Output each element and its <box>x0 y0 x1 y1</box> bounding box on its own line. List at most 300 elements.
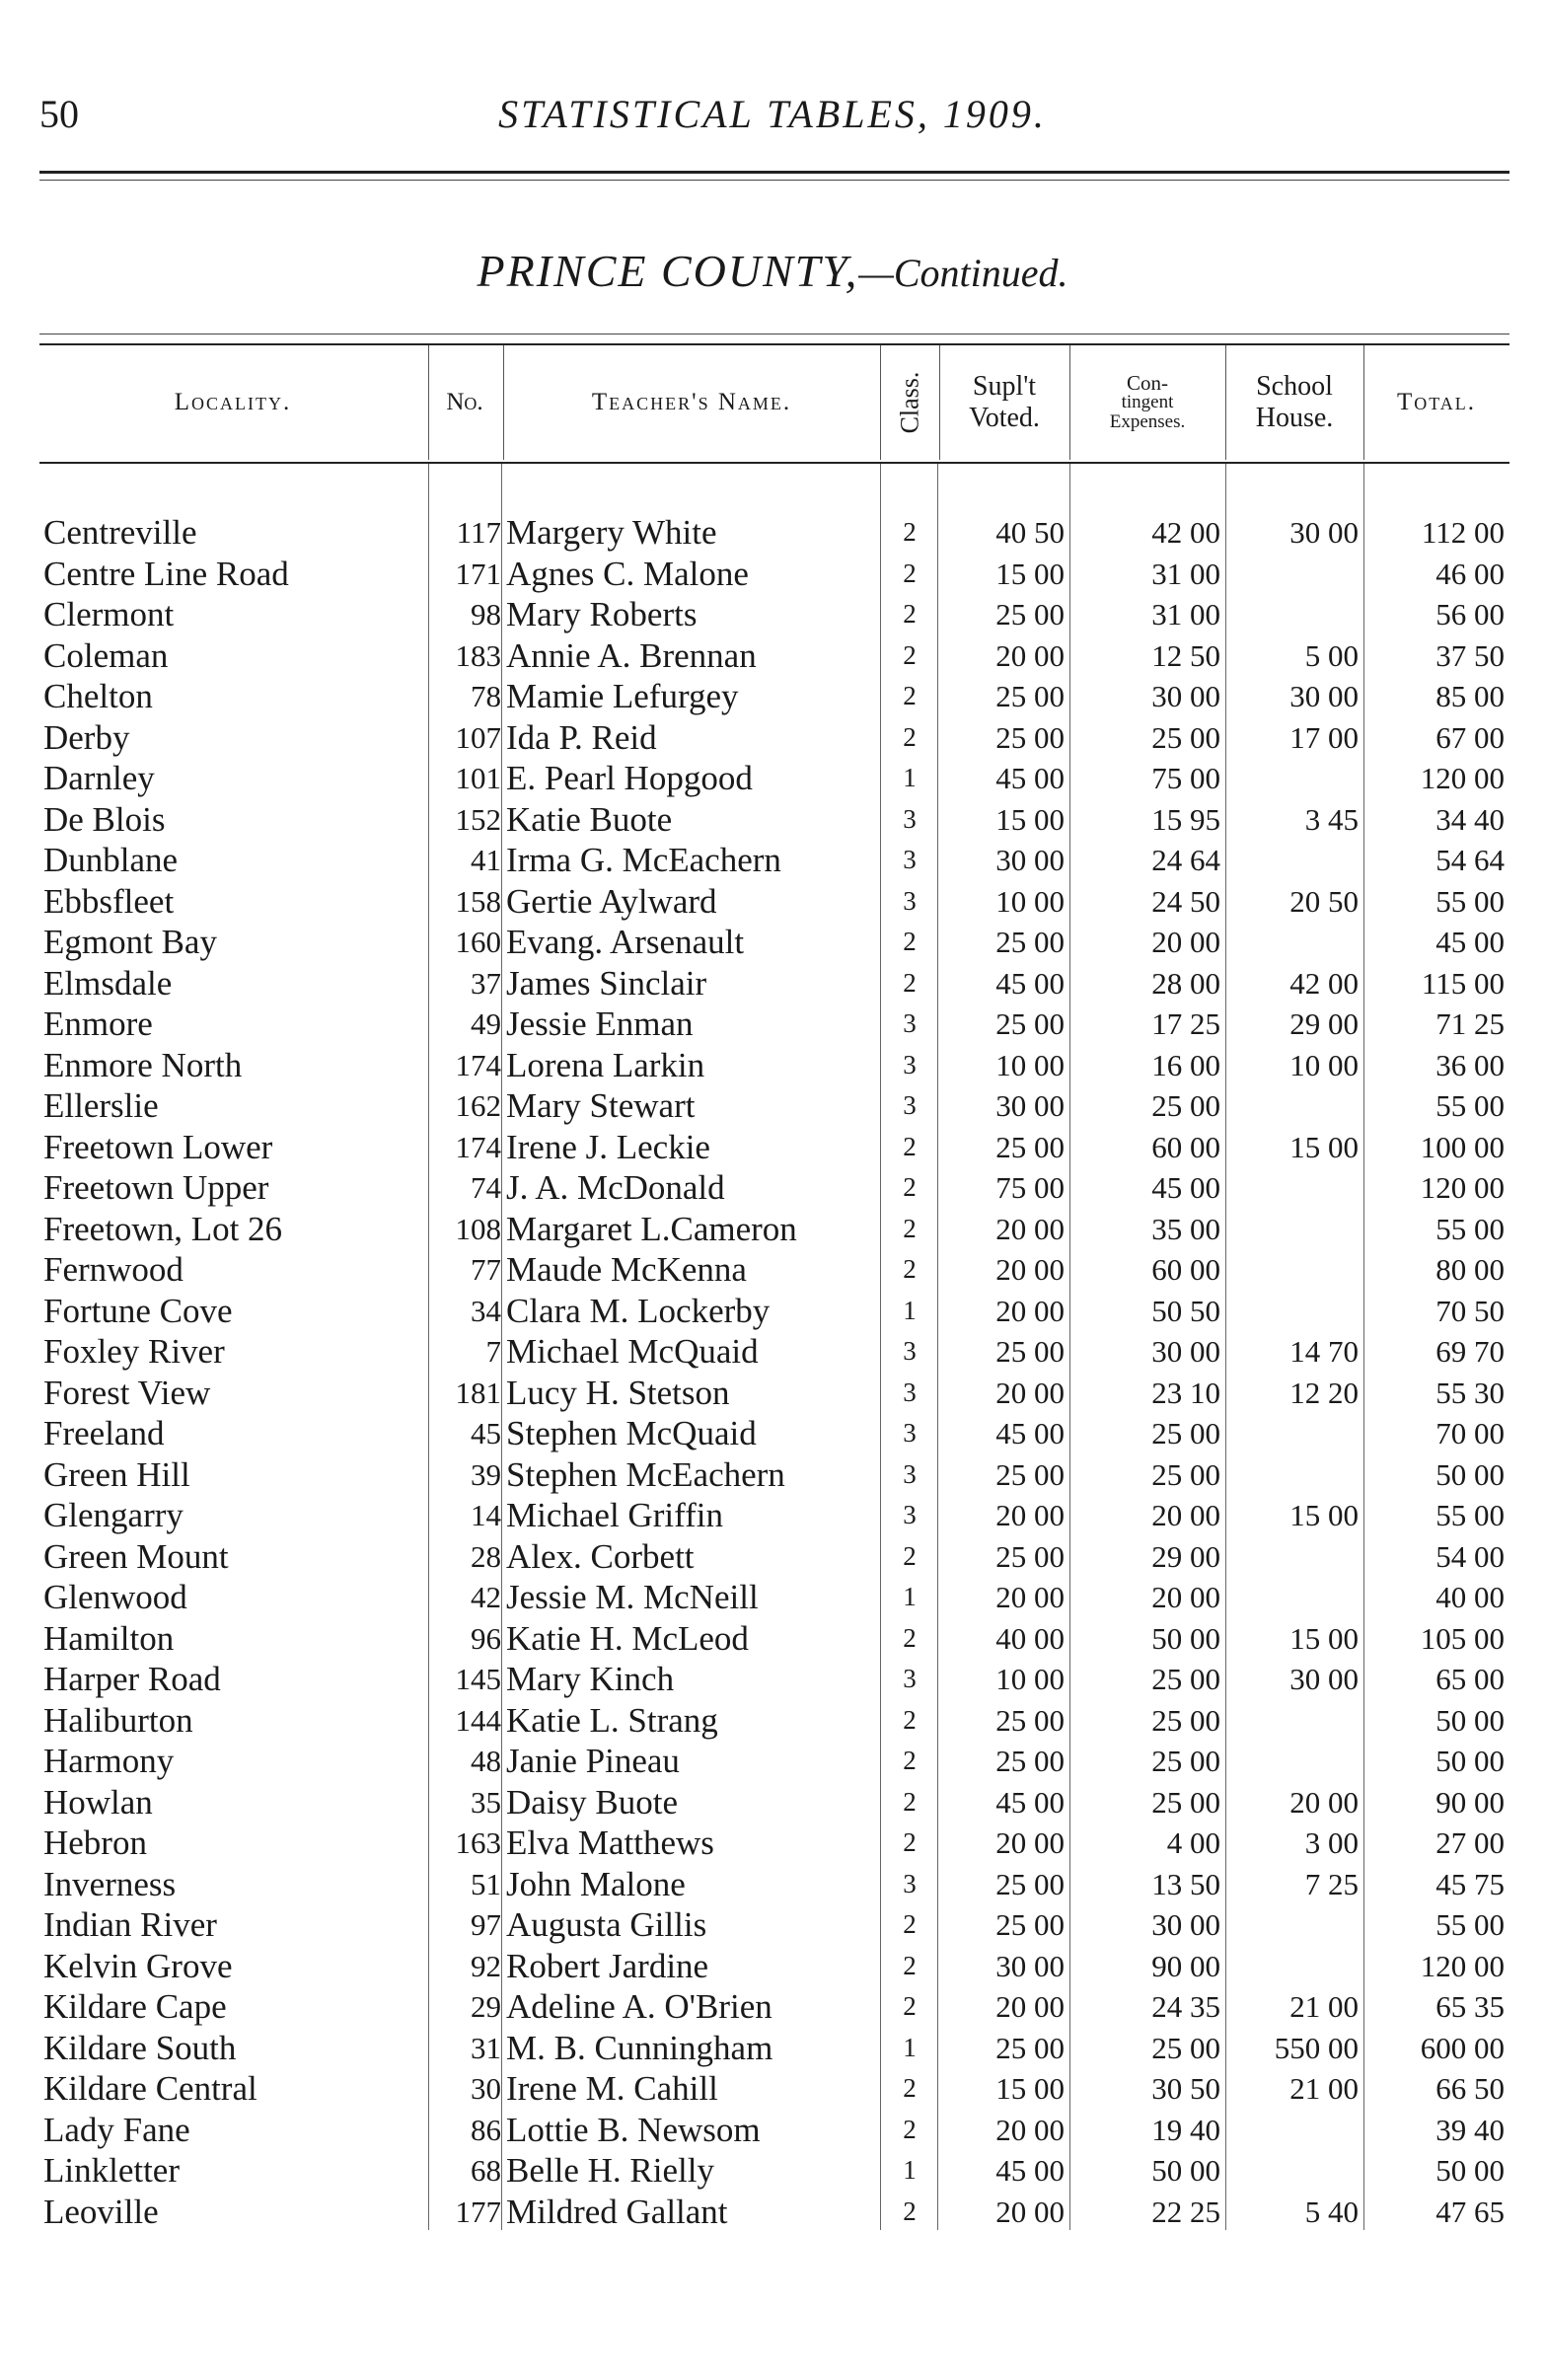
locality-cell: Derby <box>43 717 130 757</box>
teacher-name-cell: James Sinclair <box>506 963 707 1003</box>
total-cell: 34 40 <box>1435 801 1505 837</box>
table-row <box>0 1659 1545 1700</box>
total-cell: 70 50 <box>1435 1293 1505 1328</box>
locality-cell: Kildare Cape <box>43 1987 227 2026</box>
locality-cell: Darnley <box>43 759 155 797</box>
header-divider <box>428 345 429 460</box>
teacher-name-cell: J. A. McDonald <box>506 1168 725 1207</box>
school-number-cell: 51 <box>471 1866 501 1901</box>
total-cell: 90 00 <box>1435 1784 1505 1820</box>
school-number-cell: 145 <box>455 1662 501 1696</box>
supl-voted-cell: 20 00 <box>995 2194 1065 2229</box>
contingent-expenses-cell: 31 00 <box>1151 556 1220 591</box>
top-rule-thin <box>39 180 1509 181</box>
table-row <box>0 1946 1545 1987</box>
table-row <box>0 881 1545 923</box>
total-cell: 69 70 <box>1435 1334 1505 1369</box>
supl-voted-cell: 20 00 <box>995 1580 1065 1614</box>
teacher-name-cell: Alex. Corbett <box>506 1536 695 1576</box>
teacher-name-cell: Irene M. Cahill <box>506 2069 718 2108</box>
school-number-cell: 34 <box>471 1293 501 1328</box>
total-cell: 54 64 <box>1435 843 1505 877</box>
class-cell: 3 <box>903 885 917 916</box>
supl-voted-cell: 25 00 <box>995 597 1065 632</box>
total-cell: 46 00 <box>1435 556 1505 591</box>
class-cell: 2 <box>903 1213 917 1243</box>
table-row <box>0 1536 1545 1578</box>
school-number-cell: 49 <box>471 1006 501 1041</box>
locality-cell: Freeland <box>43 1414 165 1452</box>
school-house-cell: 5 40 <box>1304 2194 1359 2229</box>
teacher-name-cell: Robert Jardine <box>506 1946 709 1985</box>
school-house-cell: 12 20 <box>1289 1375 1359 1410</box>
locality-cell: Hebron <box>43 1823 147 1862</box>
school-number-cell: 30 <box>471 2071 501 2106</box>
supl-voted-cell: 25 00 <box>995 679 1065 713</box>
class-cell: 2 <box>903 2195 917 2226</box>
contingent-expenses-cell: 50 50 <box>1151 1293 1220 1328</box>
teacher-name-cell: Michael Griffin <box>506 1496 723 1534</box>
header-locality-label: Locality. <box>174 389 292 415</box>
school-number-cell: 14 <box>471 1498 501 1532</box>
header-contingent-line2: tingent <box>1121 392 1174 412</box>
contingent-expenses-cell: 90 00 <box>1151 1948 1220 1983</box>
table-row <box>0 799 1545 841</box>
school-number-cell: 174 <box>455 1129 501 1164</box>
school-house-cell: 20 00 <box>1289 1784 1359 1820</box>
school-house-cell: 42 00 <box>1289 965 1359 1001</box>
school-number-cell: 92 <box>471 1948 501 1983</box>
supl-voted-cell: 15 00 <box>995 2071 1065 2106</box>
teacher-name-cell: Mary Roberts <box>506 595 698 633</box>
supl-voted-cell: 30 00 <box>995 1948 1065 1983</box>
header-school-line2: House. <box>1255 403 1334 433</box>
table-row <box>0 512 1545 554</box>
contingent-expenses-cell: 25 00 <box>1151 1702 1220 1738</box>
class-cell: 3 <box>903 1500 917 1529</box>
contingent-expenses-cell: 25 00 <box>1151 1662 1220 1696</box>
locality-cell: Freetown Upper <box>43 1168 269 1207</box>
table-row <box>0 1331 1545 1373</box>
table-row <box>0 2068 1545 2110</box>
table-row <box>0 1782 1545 1823</box>
supl-voted-cell: 25 00 <box>995 925 1065 959</box>
school-number-cell: 97 <box>471 1907 501 1942</box>
contingent-expenses-cell: 13 50 <box>1151 1866 1220 1901</box>
teacher-name-cell: Margaret L.Cameron <box>506 1209 797 1248</box>
school-number-cell: 42 <box>471 1580 501 1614</box>
total-cell: 115 00 <box>1421 965 1505 1001</box>
table-row <box>0 1291 1545 1332</box>
locality-cell: Green Hill <box>43 1454 190 1494</box>
total-cell: 50 00 <box>1435 2153 1505 2188</box>
contingent-expenses-cell: 24 50 <box>1151 883 1220 919</box>
supl-voted-cell: 30 00 <box>995 843 1065 877</box>
school-number-cell: 162 <box>455 1088 501 1123</box>
teacher-name-cell: Belle H. Rielly <box>506 2151 714 2190</box>
header-total <box>1363 345 1509 460</box>
locality-cell: Harmony <box>43 1742 175 1780</box>
total-cell: 600 00 <box>1420 2030 1505 2065</box>
class-cell: 3 <box>903 1008 917 1038</box>
section-title <box>0 245 1545 297</box>
teacher-name-cell: Agnes C. Malone <box>506 554 749 593</box>
class-cell: 2 <box>903 2114 917 2144</box>
school-house-cell: 10 00 <box>1289 1047 1359 1082</box>
school-number-cell: 35 <box>471 1784 501 1820</box>
header-school-line1: School <box>1256 371 1333 402</box>
supl-voted-cell: 25 00 <box>995 1129 1065 1164</box>
school-number-cell: 68 <box>471 2153 501 2188</box>
locality-cell: Hamilton <box>43 1618 175 1658</box>
teacher-name-cell: Mamie Lefurgey <box>506 677 739 715</box>
teacher-name-cell: Gertie Aylward <box>506 881 717 921</box>
school-number-cell: 77 <box>471 1252 501 1287</box>
top-rule <box>39 171 1509 174</box>
class-cell: 3 <box>903 803 917 834</box>
table-row <box>0 1085 1545 1127</box>
locality-cell: Clermont <box>43 595 175 633</box>
teacher-name-cell: Augusta Gillis <box>506 1905 707 1944</box>
contingent-expenses-cell: 17 25 <box>1151 1006 1220 1041</box>
header-contingent-line1: Con- <box>1126 371 1168 395</box>
supl-voted-cell: 40 50 <box>995 515 1065 550</box>
teacher-name-cell: Elva Matthews <box>506 1823 714 1862</box>
locality-cell: Green Mount <box>43 1536 229 1576</box>
school-number-cell: 144 <box>455 1702 501 1738</box>
total-cell: 45 00 <box>1435 925 1505 959</box>
school-number-cell: 158 <box>455 883 501 919</box>
contingent-expenses-cell: 23 10 <box>1151 1375 1220 1410</box>
header-divider <box>1225 345 1226 460</box>
class-cell: 2 <box>903 517 917 547</box>
total-cell: 54 00 <box>1435 1538 1505 1574</box>
school-house-cell: 7 25 <box>1304 1866 1359 1901</box>
table-row <box>0 1904 1545 1946</box>
supl-voted-cell: 20 00 <box>995 1293 1065 1328</box>
locality-cell: Ebbsfleet <box>43 881 175 921</box>
header-rule-top-thin <box>39 334 1509 335</box>
contingent-expenses-cell: 31 00 <box>1151 597 1220 632</box>
contingent-expenses-cell: 25 00 <box>1151 1088 1220 1123</box>
table-row <box>0 2110 1545 2151</box>
contingent-expenses-cell: 30 00 <box>1151 679 1220 713</box>
total-cell: 55 00 <box>1435 1088 1505 1123</box>
class-cell: 2 <box>903 1746 917 1775</box>
total-cell: 85 00 <box>1435 679 1505 713</box>
teacher-name-cell: Mary Kinch <box>506 1660 675 1698</box>
school-number-cell: 7 <box>485 1334 501 1369</box>
school-number-cell: 29 <box>471 1989 501 2024</box>
class-cell: 2 <box>903 1909 917 1939</box>
supl-voted-cell: 25 00 <box>995 1744 1065 1778</box>
school-house-cell: 20 50 <box>1289 883 1359 919</box>
table-row <box>0 2028 1545 2069</box>
supl-voted-cell: 20 00 <box>995 2112 1065 2147</box>
total-cell: 55 00 <box>1435 1498 1505 1532</box>
class-cell: 2 <box>903 1950 917 1980</box>
contingent-expenses-cell: 30 00 <box>1151 1334 1220 1369</box>
total-cell: 80 00 <box>1435 1252 1505 1287</box>
teacher-name-cell: Katie H. McLeod <box>506 1618 749 1658</box>
school-number-cell: 107 <box>455 719 501 755</box>
supl-voted-cell: 20 00 <box>995 1252 1065 1287</box>
header-school-house <box>1225 345 1363 460</box>
table-row <box>0 1004 1545 1045</box>
teacher-name-cell: Maude McKenna <box>506 1250 747 1289</box>
header-no-label: No. <box>446 389 483 415</box>
contingent-expenses-cell: 35 00 <box>1151 1211 1220 1246</box>
total-cell: 55 00 <box>1435 1211 1505 1246</box>
header-supl-voted <box>939 345 1069 460</box>
school-house-cell: 15 00 <box>1289 1129 1359 1164</box>
school-number-cell: 96 <box>471 1620 501 1656</box>
header-total-label: Total. <box>1396 389 1477 415</box>
total-cell: 50 00 <box>1435 1744 1505 1778</box>
school-house-cell: 21 00 <box>1289 2071 1359 2106</box>
header-teacher-label: Teacher's Name. <box>591 389 792 415</box>
total-cell: 65 00 <box>1435 1662 1505 1696</box>
table-row <box>0 1209 1545 1250</box>
header-rule-bottom <box>39 462 1509 464</box>
school-house-cell: 17 00 <box>1289 719 1359 755</box>
table-row <box>0 717 1545 759</box>
class-cell: 3 <box>903 1418 917 1448</box>
table-row <box>0 1577 1545 1618</box>
table-row <box>0 1495 1545 1536</box>
school-number-cell: 98 <box>471 597 501 632</box>
total-cell: 66 50 <box>1435 2071 1505 2106</box>
supl-voted-cell: 15 00 <box>995 556 1065 591</box>
school-number-cell: 108 <box>455 1211 501 1246</box>
table-row <box>0 635 1545 677</box>
school-number-cell: 117 <box>456 515 501 550</box>
school-house-cell: 30 00 <box>1289 1662 1359 1696</box>
contingent-expenses-cell: 15 95 <box>1151 801 1220 837</box>
locality-cell: Elmsdale <box>43 963 173 1003</box>
locality-cell: Indian River <box>43 1905 217 1944</box>
supl-voted-cell: 25 00 <box>995 1006 1065 1041</box>
contingent-expenses-cell: 24 35 <box>1151 1989 1220 2024</box>
total-cell: 36 00 <box>1435 1047 1505 1082</box>
supl-voted-cell: 45 00 <box>995 1784 1065 1820</box>
teacher-name-cell: Irma G. McEachern <box>506 841 781 879</box>
locality-cell: Coleman <box>43 635 169 675</box>
locality-cell: Egmont Bay <box>43 923 217 961</box>
table-row <box>0 554 1545 595</box>
supl-voted-cell: 20 00 <box>995 1211 1065 1246</box>
header-supl-line1: Supl't <box>972 371 1037 402</box>
locality-cell: Chelton <box>43 677 153 715</box>
total-cell: 71 25 <box>1435 1006 1505 1041</box>
total-cell: 55 30 <box>1435 1375 1505 1410</box>
teacher-name-cell: Stephen McEachern <box>506 1454 785 1494</box>
class-cell: 2 <box>903 558 917 588</box>
class-cell: 2 <box>903 1622 917 1653</box>
teacher-name-cell: Irene J. Leckie <box>506 1127 710 1166</box>
teacher-name-cell: Lorena Larkin <box>506 1045 705 1084</box>
header-no <box>428 345 501 460</box>
locality-cell: Centreville <box>43 513 197 552</box>
school-number-cell: 163 <box>455 1825 501 1860</box>
total-cell: 120 00 <box>1420 761 1505 795</box>
class-cell: 3 <box>903 845 917 874</box>
school-house-cell: 3 00 <box>1304 1825 1359 1860</box>
total-cell: 112 00 <box>1421 515 1505 550</box>
table-row <box>0 1413 1545 1454</box>
contingent-expenses-cell: 28 00 <box>1151 965 1220 1001</box>
supl-voted-cell: 20 00 <box>995 1825 1065 1860</box>
supl-voted-cell: 45 00 <box>995 965 1065 1001</box>
header-divider <box>1363 345 1364 460</box>
contingent-expenses-cell: 50 00 <box>1151 2153 1220 2188</box>
contingent-expenses-cell: 50 00 <box>1151 1620 1220 1656</box>
teacher-name-cell: Janie Pineau <box>506 1742 680 1780</box>
total-cell: 37 50 <box>1435 637 1505 673</box>
class-cell: 1 <box>903 2032 917 2062</box>
school-number-cell: 152 <box>455 801 501 837</box>
contingent-expenses-cell: 19 40 <box>1151 2112 1220 2147</box>
running-head-title: STATISTICAL TABLES, 1909. <box>498 92 1047 136</box>
class-cell: 3 <box>903 1090 917 1120</box>
total-cell: 47 65 <box>1435 2194 1505 2229</box>
table-row <box>0 1822 1545 1864</box>
teacher-name-cell: Jessie M. McNeill <box>506 1578 759 1616</box>
class-cell: 3 <box>903 1664 917 1693</box>
locality-cell: Linkletter <box>43 2151 181 2190</box>
supl-voted-cell: 25 00 <box>995 1538 1065 1574</box>
class-cell: 2 <box>903 967 917 998</box>
table-row <box>0 2192 1545 2233</box>
contingent-expenses-cell: 25 00 <box>1151 1744 1220 1778</box>
class-cell: 2 <box>903 599 917 629</box>
class-cell: 2 <box>903 1172 917 1202</box>
supl-voted-cell: 30 00 <box>995 1088 1065 1123</box>
header-locality <box>39 345 426 460</box>
table-row <box>0 1167 1545 1209</box>
contingent-expenses-cell: 4 00 <box>1166 1825 1220 1860</box>
school-number-cell: 160 <box>455 925 501 959</box>
class-cell: 2 <box>903 721 917 752</box>
supl-voted-cell: 20 00 <box>995 637 1065 673</box>
locality-cell: Freetown Lower <box>43 1127 273 1166</box>
table-row <box>0 1249 1545 1291</box>
locality-cell: Foxley River <box>43 1332 225 1371</box>
contingent-expenses-cell: 25 00 <box>1151 719 1220 755</box>
header-divider <box>1069 345 1070 460</box>
header-contingent <box>1069 345 1225 460</box>
supl-voted-cell: 10 00 <box>995 1047 1065 1082</box>
total-cell: 120 00 <box>1420 1948 1505 1983</box>
total-cell: 67 00 <box>1435 719 1505 755</box>
teacher-name-cell: Mary Stewart <box>506 1086 696 1125</box>
locality-cell: Leoville <box>43 2192 159 2231</box>
class-cell: 3 <box>903 1376 917 1407</box>
contingent-expenses-cell: 25 00 <box>1151 1784 1220 1820</box>
class-cell: 1 <box>903 2155 917 2185</box>
supl-voted-cell: 25 00 <box>995 1334 1065 1369</box>
teacher-name-cell: Evang. Arsenault <box>506 923 745 961</box>
contingent-expenses-cell: 60 00 <box>1151 1252 1220 1287</box>
contingent-expenses-cell: 20 00 <box>1151 1498 1220 1532</box>
teacher-name-cell: Lucy H. Stetson <box>506 1373 730 1412</box>
class-cell: 3 <box>903 1336 917 1366</box>
table-row <box>0 1986 1545 2028</box>
teacher-name-cell: Daisy Buote <box>506 1782 679 1822</box>
header-divider <box>939 345 940 460</box>
school-number-cell: 28 <box>471 1538 501 1574</box>
contingent-expenses-cell: 60 00 <box>1151 1129 1220 1164</box>
total-cell: 105 00 <box>1420 1620 1505 1656</box>
school-number-cell: 181 <box>455 1375 501 1410</box>
header-supl-line2: Voted. <box>969 403 1040 433</box>
total-cell: 50 00 <box>1435 1702 1505 1738</box>
table-row <box>0 1454 1545 1496</box>
locality-cell: Kelvin Grove <box>43 1946 233 1985</box>
total-cell: 50 00 <box>1435 1456 1505 1492</box>
table-row <box>0 1127 1545 1168</box>
locality-cell: Inverness <box>43 1864 177 1903</box>
school-house-cell: 550 00 <box>1274 2030 1359 2065</box>
teacher-name-cell: Michael McQuaid <box>506 1332 759 1371</box>
contingent-expenses-cell: 25 00 <box>1151 2030 1220 2065</box>
locality-cell: Enmore <box>43 1004 153 1043</box>
class-cell: 2 <box>903 927 917 956</box>
supl-voted-cell: 25 00 <box>995 2030 1065 2065</box>
supl-voted-cell: 25 00 <box>995 1456 1065 1492</box>
school-number-cell: 37 <box>471 965 501 1001</box>
table-row <box>0 1741 1545 1782</box>
class-cell: 1 <box>903 1582 917 1611</box>
locality-cell: Kildare Central <box>43 2069 258 2108</box>
school-number-cell: 41 <box>471 843 501 877</box>
teacher-name-cell: E. Pearl Hopgood <box>506 759 753 797</box>
total-cell: 27 00 <box>1435 1825 1505 1860</box>
total-cell: 70 00 <box>1435 1416 1505 1450</box>
header-divider <box>503 345 504 460</box>
school-number-cell: 177 <box>455 2194 501 2229</box>
locality-cell: Fortune Cove <box>43 1291 233 1330</box>
class-cell: 3 <box>903 1868 917 1898</box>
school-number-cell: 183 <box>455 637 501 673</box>
school-number-cell: 171 <box>455 556 501 591</box>
teacher-name-cell: Ida P. Reid <box>506 717 657 757</box>
supl-voted-cell: 40 00 <box>995 1620 1065 1656</box>
contingent-expenses-cell: 30 50 <box>1151 2071 1220 2106</box>
teacher-name-cell: Annie A. Brennan <box>506 635 757 675</box>
school-house-cell: 21 00 <box>1289 1989 1359 2024</box>
teacher-name-cell: Katie L. Strang <box>506 1700 718 1740</box>
school-number-cell: 78 <box>471 679 501 713</box>
contingent-expenses-cell: 25 00 <box>1151 1456 1220 1492</box>
teacher-name-cell: Clara M. Lockerby <box>506 1291 771 1330</box>
class-cell: 2 <box>903 1131 917 1161</box>
supl-voted-cell: 25 00 <box>995 1866 1065 1901</box>
contingent-expenses-cell: 20 00 <box>1151 1580 1220 1614</box>
class-cell: 3 <box>903 1049 917 1079</box>
teacher-name-cell: Adeline A. O'Brien <box>506 1987 772 2026</box>
supl-voted-cell: 15 00 <box>995 801 1065 837</box>
supl-voted-cell: 20 00 <box>995 1498 1065 1532</box>
table-row <box>0 1373 1545 1414</box>
supl-voted-cell: 20 00 <box>995 1375 1065 1410</box>
class-cell: 2 <box>903 2073 917 2103</box>
table-row <box>0 1864 1545 1905</box>
contingent-expenses-cell: 22 25 <box>1151 2194 1220 2229</box>
school-house-cell: 3 45 <box>1304 801 1359 837</box>
school-house-cell: 5 00 <box>1304 637 1359 673</box>
table-row <box>0 676 1545 717</box>
